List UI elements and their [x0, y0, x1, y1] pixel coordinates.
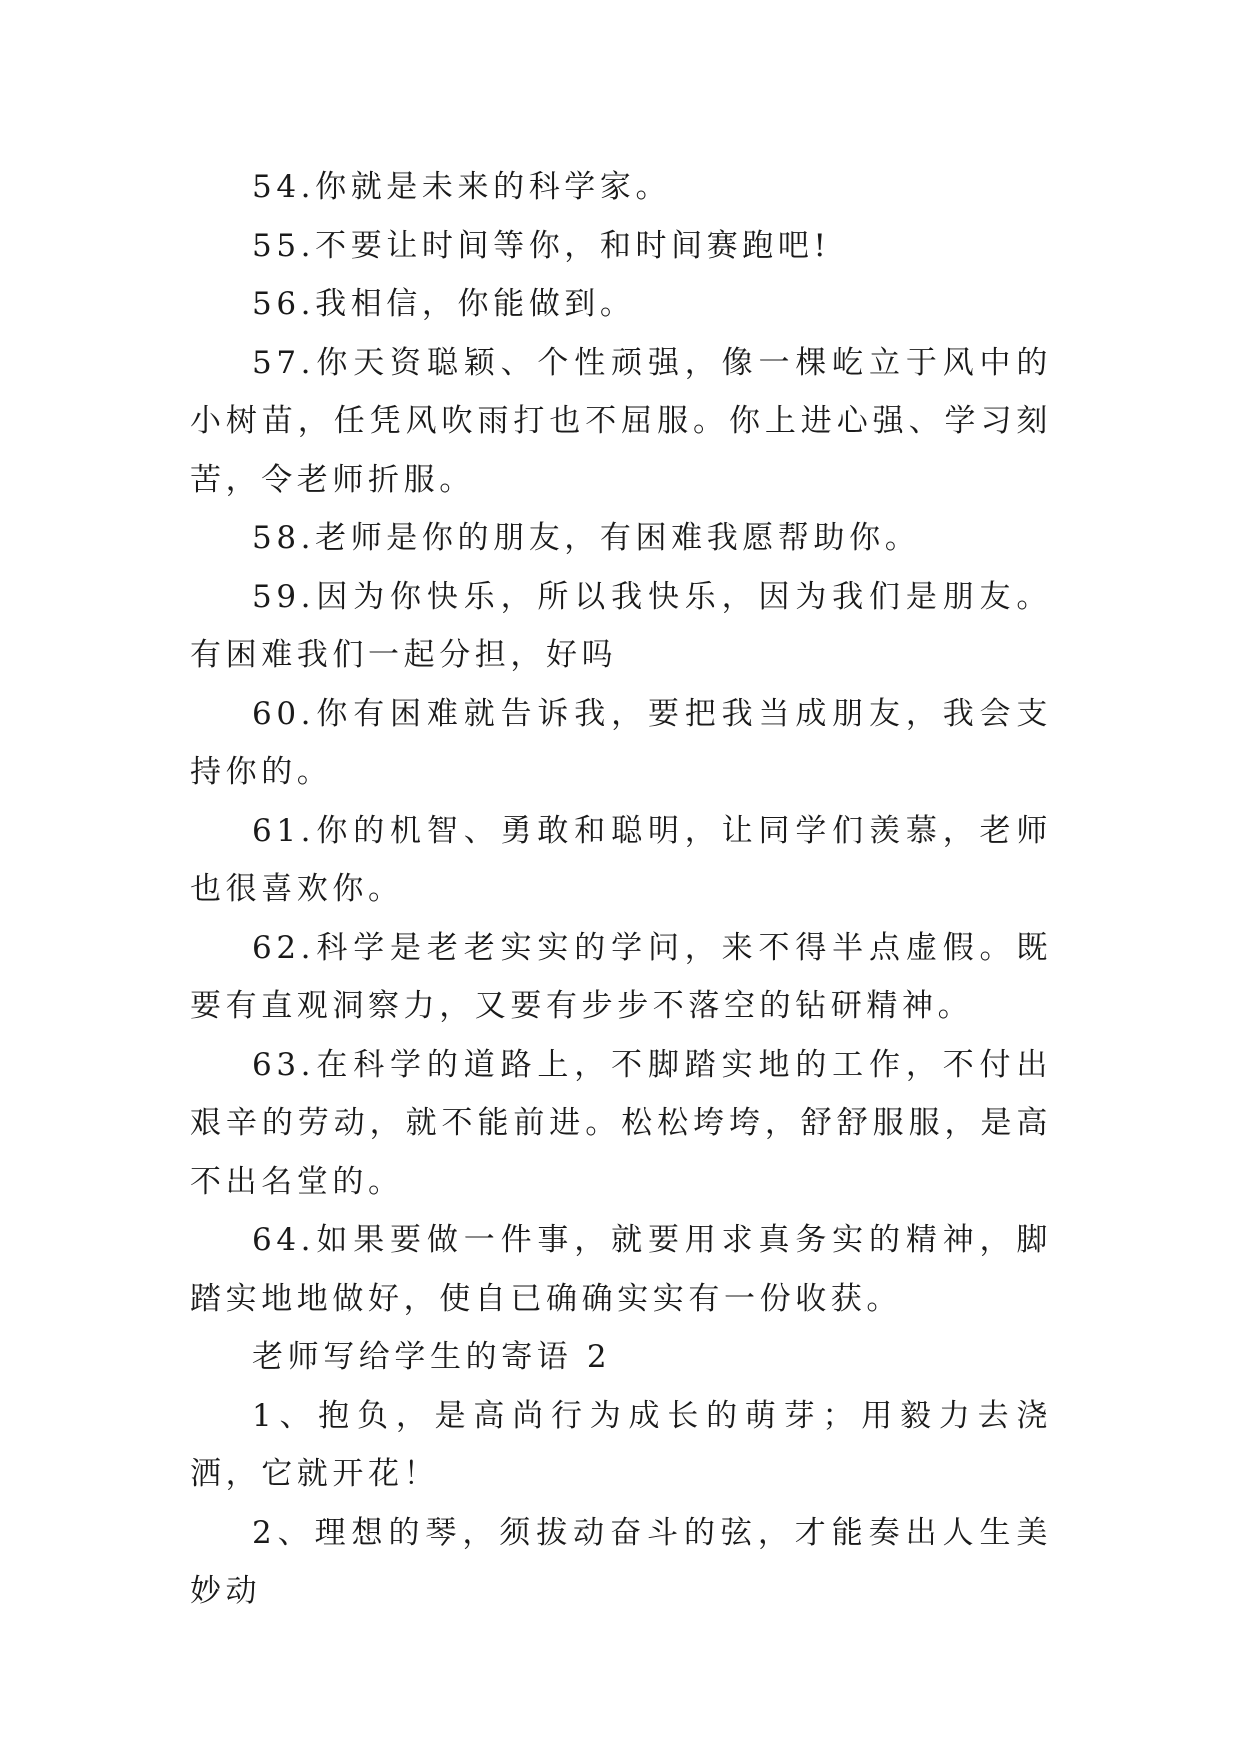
- paragraph-56: 56.我相信，你能做到。: [252, 286, 636, 322]
- paragraph-63: 63.在科学的道路上，不脚踏实地的工作，不付出艰辛的劳动，就不能前进。松松垮垮，舒舒服服，是高不出名堂的。: [190, 1046, 1052, 1200]
- paragraph-57: 57.你天资聪颖、个性顽强，像一棵屹立于风中的小树苗，任凭风吹雨打也不屈服。你上进心强、学习刻苦，令老师折服。: [190, 344, 1052, 498]
- paragraph-64: 64.如果要做一件事，就要用求真务实的精神，脚踏实地地做好，使自已确确实实有一份收获。: [190, 1222, 1052, 1317]
- paragraph-61: 61.你的机智、勇敢和聪明，让同学们羡慕，老师也很喜欢你。: [190, 812, 1052, 907]
- paragraph-59: 59.因为你快乐，所以我快乐，因为我们是朋友。有困难我们一起分担，好吗: [190, 578, 1052, 673]
- section-heading: 老师写给学生的寄语 2: [252, 1339, 612, 1375]
- section-paragraph-2: 2、理想的琴，须拔动奋斗的弦，才能奏出人生美妙动: [190, 1514, 1052, 1609]
- paragraph-55: 55.不要让时间等你，和时间赛跑吧!: [252, 227, 831, 264]
- section-paragraph-1: 1、抱负，是高尚行为成长的萌芽；用毅力去浇洒，它就开花！: [190, 1397, 1052, 1492]
- paragraph-60: 60.你有困难就告诉我，要把我当成朋友，我会支持你的。: [190, 695, 1052, 790]
- paragraph-62: 62.科学是老老实实的学问，来不得半点虚假。既要有直观洞察力，又要有步步不落空的钻研精神。: [190, 929, 1052, 1024]
- document-body: [190, 158, 1052, 1621]
- paragraph-58: 58.老师是你的朋友，有困难我愿帮助你。: [252, 520, 921, 556]
- paragraph-54: 54.你就是未来的科学家。: [252, 169, 672, 205]
